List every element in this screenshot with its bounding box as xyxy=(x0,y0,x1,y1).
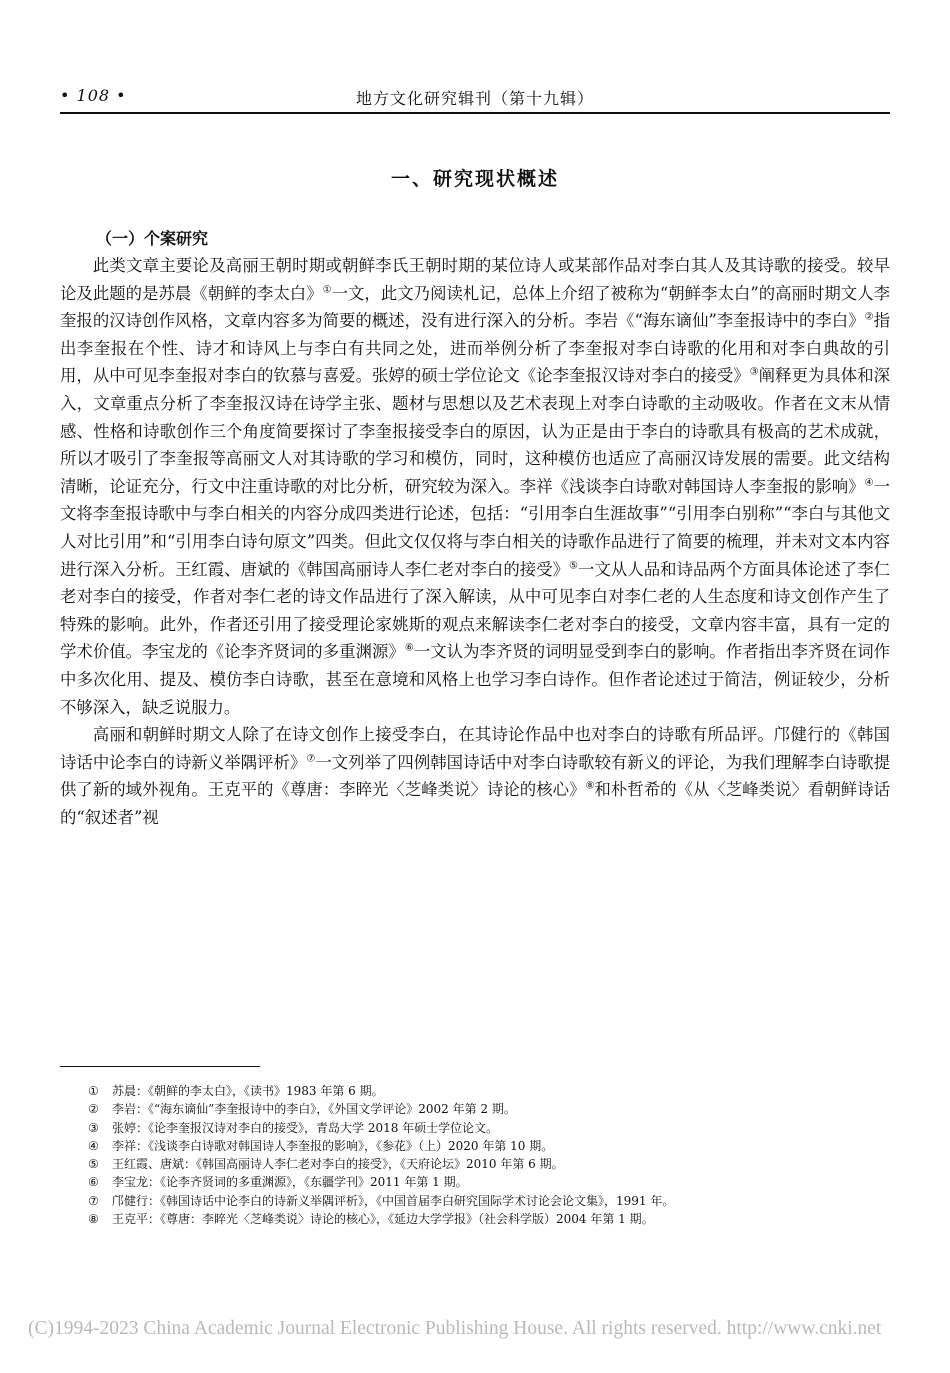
footnote-mark: ⑧ xyxy=(88,1212,99,1227)
footnote-mark: ⑤ xyxy=(88,1157,99,1172)
section-title: 一、研究现状概述 xyxy=(390,168,559,190)
footnote-text: 李宝龙：《论李齐贤词的多重渊源》，《东疆学刊》2011 年第 1 期。 xyxy=(112,1175,468,1190)
footnote-mark: ④ xyxy=(88,1138,99,1153)
footnote xyxy=(88,1082,890,1100)
footnote-text: 苏晨：《朝鲜的李太白》，《读书》1983 年第 6 期。 xyxy=(112,1084,384,1098)
running-header xyxy=(60,86,890,108)
page-number: • 108 • xyxy=(60,86,127,105)
paragraph-text: 一文认为李齐贤的词明显受到李白的影响。作者指出李齐贤在词作中多次化用、提及、模仿李白诗歌，甚至在意境和风格上也学习李白诗作。但作者论述过于简洁，例证较少，分析不够深入，缺乏说服力。 xyxy=(60,642,891,717)
footnote-mark: ⑥ xyxy=(88,1175,99,1190)
footnote xyxy=(88,1210,890,1228)
footnote-reference[interactable]: ⑧ xyxy=(585,780,595,792)
paragraph-text: 一文从人品和诗品两个方面具体论述了李仁老对李白的接受，作者对李仁老的诗文作品进行了深入解读，从中可见李白对李仁老的人生态度和诗文创作产生了特殊的影响。此外，作者还引用了接受理论家姚斯的观点来解读李仁老对李白的接受，文章内容丰富，具有一定的学术价值。李宝龙的《论李齐贤词的多重渊源》 xyxy=(60,559,891,662)
paragraph-text: 和朴哲希的《从〈芝峰类说〉看朝鲜诗话的“叙述者”视 xyxy=(60,780,891,827)
footnote-rule xyxy=(60,1066,260,1067)
body-paragraph xyxy=(60,252,890,721)
footnote-mark: ① xyxy=(88,1084,99,1098)
journal-title: 地方文化研究辑刊（第十九辑） xyxy=(355,89,594,108)
footnote-mark: ③ xyxy=(88,1120,99,1135)
copyright-watermark: (C)1994-2023 China Academic Journal Electronic Publishing House. All rights reserved. http://www.cnki.net xyxy=(28,1318,882,1339)
footnote-mark: ② xyxy=(88,1102,99,1117)
footnote-text: 王克平：《尊唐：李睟光〈芝峰类说〉诗论的核心》，《延边大学学报》（社会科学版）2004 年第 1 期。 xyxy=(112,1212,654,1227)
footnote-text: 李岩：《“海东谪仙”李奎报诗中的李白》，《外国文学评论》2002 年第 2 期。 xyxy=(112,1102,516,1117)
footnote-reference[interactable]: ① xyxy=(322,284,332,296)
subsection-title: （一）个案研究 xyxy=(96,229,209,248)
paragraph-text: 此类文章主要论及高丽王朝时期或朝鲜李氏王朝时期的某位诗人或某部作品对李白其人及其诗歌的接受。较早论及此题的是苏晨《朝鲜的李太白》 xyxy=(60,256,890,303)
paragraph-text: 高丽和朝鲜时期文人除了在诗文创作上接受李白，在其诗论作品中也对李白的诗歌有所品评。邝健行的《韩国诗话中论李白的诗新义举隅评析》 xyxy=(60,725,890,772)
body-text xyxy=(60,252,890,831)
footnote-text: 邝健行：《韩国诗话中论李白的诗新义举隅评析》，《中国首届李白研究国际学术讨论会论文集》，1991 年。 xyxy=(112,1193,675,1208)
footnote xyxy=(88,1173,890,1191)
footnote-mark: ⑦ xyxy=(88,1193,99,1208)
body-paragraph xyxy=(60,721,890,831)
footnote xyxy=(88,1155,890,1173)
footnote-reference[interactable]: ② xyxy=(864,311,874,323)
footnote xyxy=(88,1137,890,1155)
paragraph-text: 一文，此文乃阅读札记，总体上介绍了被称为“朝鲜李太白”的高丽时期文人李奎报的汉诗创作风格，文章内容多为简要的概述，没有进行深入的分析。李岩《“海东谪仙”李奎报诗中的李白》 xyxy=(60,283,891,331)
footnote-text: 张婷：《论李奎报汉诗对李白的接受》，青岛大学 2018 年硕士学位论文。 xyxy=(112,1120,499,1135)
footnote-reference[interactable]: ⑦ xyxy=(306,753,316,765)
footnote-reference[interactable]: ③ xyxy=(749,366,759,378)
paragraph-text: 指出李奎报在个性、诗才和诗风上与李白有共同之处，进而举例分析了李奎报对李白诗歌的化用和对李白典故的引用，从中可见李奎报对李白的钦慕与喜爱。张婷的硕士学位论文《论李奎报汉诗对李白的接受》 xyxy=(60,311,890,386)
footnote-text: 王红霞、唐斌：《韩国高丽诗人李仁老对李白的接受》，《天府论坛》2010 年第 6 期。 xyxy=(112,1157,564,1172)
paragraph-text: 一文列举了四例韩国诗话中对李白诗歌较有新义的评论，为我们理解李白诗歌提供了新的域外视角。王克平的《尊唐：李睟光〈芝峰类说〉诗论的核心》 xyxy=(60,752,891,800)
footnote xyxy=(88,1100,890,1118)
footnote-reference[interactable]: ④ xyxy=(864,477,874,489)
footnote-reference[interactable]: ⑥ xyxy=(404,642,414,654)
footnote-text: 李祥：《浅谈李白诗歌对韩国诗人李奎报的影响》，《参花》（上）2020 年第 10 期。 xyxy=(112,1138,554,1153)
header-rule xyxy=(60,112,890,114)
footnote-reference[interactable]: ⑤ xyxy=(569,560,579,572)
footnote xyxy=(88,1119,890,1137)
footnote xyxy=(88,1192,890,1210)
footnotes xyxy=(88,1082,890,1228)
paragraph-text: 一文将李奎报诗歌中与李白相关的内容分成四类进行论述，包括：“引用李白生涯故事”“引用李白别称”“李白与其他文人对比引用”和“引用李白诗句原文”四类。但此文仅仅将与李白相关的诗歌作品进行了简要的梳理，并未对文本内容进行深入分析。王红霞、唐斌的《韩国高丽诗人李仁老对李白的接受》 xyxy=(60,476,890,579)
paragraph-text: 阐释更为具体和深入，文章重点分析了李奎报汉诗在诗学主张、题材与思想以及艺术表现上对李白诗歌的主动吸收。作者在文末从情感、性格和诗歌创作三个角度简要探讨了李奎报接受李白的原因，认为正是由于李白的诗歌具有极高的艺术成就，所以才吸引了李奎报等高丽文人对其诗歌的学习和模仿，同时，这种模仿也适应了高丽汉诗发展的需要。此文结构清晰，论证充分，行文中注重诗歌的对比分析，研究较为深入。李祥《浅谈李白诗歌对韩国诗人李奎报的影响》 xyxy=(60,366,891,496)
